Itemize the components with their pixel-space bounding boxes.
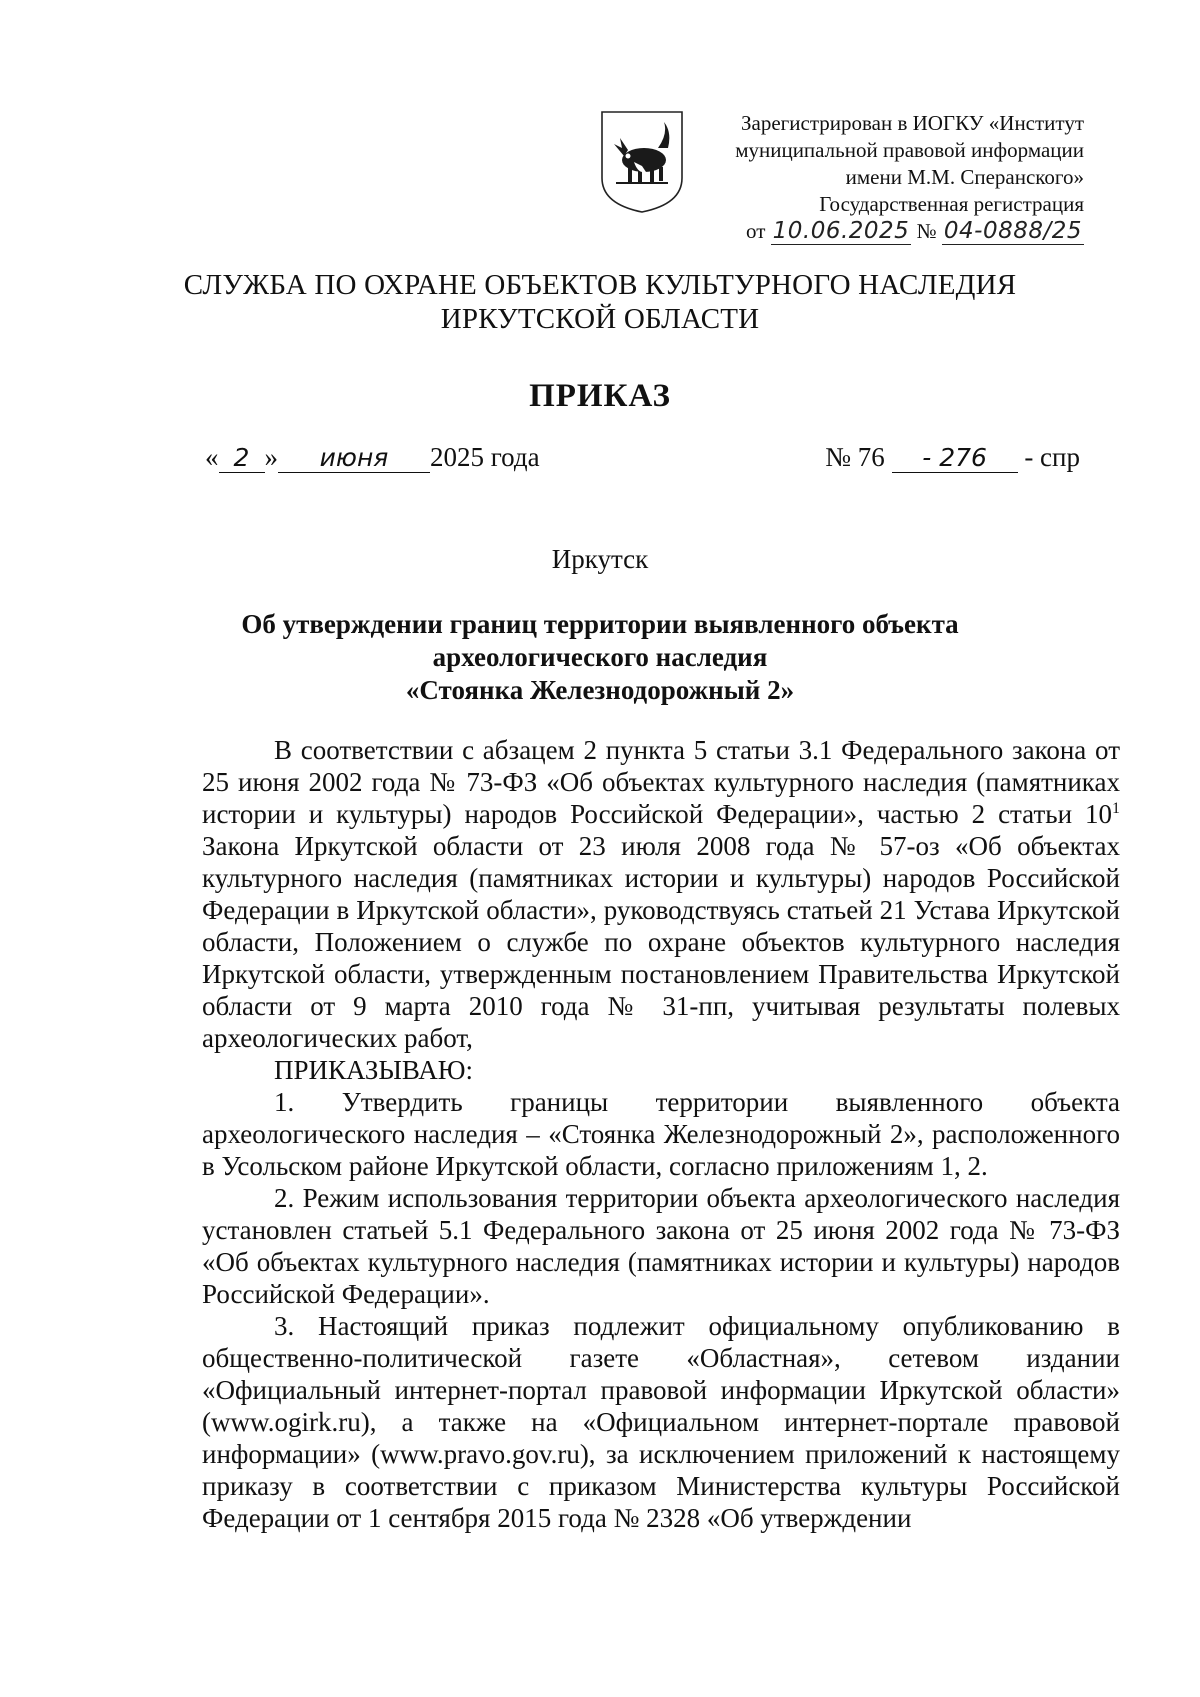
order-number <box>825 442 1080 473</box>
order-number-suffix: - спр <box>1024 442 1080 472</box>
order-date <box>205 442 540 473</box>
order-number-prefix: № 76 <box>825 442 885 472</box>
date-year: 2025 года <box>430 442 540 472</box>
registration-line-3: имени М.М. Сперанского» <box>845 165 1084 189</box>
registration-from-label: от <box>745 219 766 243</box>
organization-name-line-1: СЛУЖБА ПО ОХРАНЕ ОБЪЕКТОВ КУЛЬТУРНОГО НАСЛЕДИЯ <box>183 269 1017 301</box>
date-month: июня <box>278 444 430 473</box>
registration-date-row <box>664 218 1084 245</box>
order-item-1: 1. Утвердить границы территории выявленного объекта археологического наследия – «Стоянка Железнодорожный 2», расположенного в Усольском районе Иркутской области, согласно приложениям 1, 2. <box>202 1087 1120 1181</box>
preamble-part-a: В соответствии с абзацем 2 пункта 5 статьи 3.1 Федерального закона от 25 июня 2002 года № 73-ФЗ «Об объектах культурного наследия (памятниках истории и культуры) народов Российской Федерации», частью 2 статьи 10 <box>202 735 1120 829</box>
order-item-2: 2. Режим использования территории объекта археологического наследия установлен статьей 5.1 Федерального закона от 25 июня 2002 года № 73-ФЗ «Об объектах культурного наследия (памятниках истории и культуры) народов Российской Федерации». <box>202 1183 1120 1309</box>
order-number-digits: 276 <box>939 443 987 472</box>
date-close-quote: » <box>264 442 278 472</box>
document-title <box>0 608 1200 707</box>
order-number-value <box>892 444 1018 473</box>
city-name: Иркутск <box>551 544 649 574</box>
title-line-3: «Стоянка Железнодорожный 2» <box>405 675 795 705</box>
preamble-part-b: Закона Иркутской области от 23 июля 2008 года № 57-оз «Об объектах культурного наследия (памятниках истории и культуры) народов Российской Федерации в Иркутской области», руководствуясь статьей 21 Устава Иркутской области, Положением о службе по охране объектов культурного наследия Иркутской области, утвержденным постановлением Правительства Иркутской области от 9 марта 2010 года № 31-пп, учитывая результаты полевых археологических работ, <box>202 831 1120 1053</box>
registration-stamp <box>664 110 1084 245</box>
order-number-dash: - <box>922 443 932 472</box>
order-word: ПРИКАЗЫВАЮ: <box>274 1055 473 1085</box>
organization-name <box>0 268 1200 336</box>
date-open-quote: « <box>205 442 219 472</box>
registration-date: 10.06.2025 <box>772 218 910 244</box>
preamble-superscript: 1 <box>1112 800 1120 817</box>
registration-line-1: Зарегистрирован в ИОГКУ «Институт <box>740 111 1084 135</box>
registration-number: 04-0888/25 <box>943 218 1082 244</box>
title-line-1: Об утверждении границ территории выявленного объекта <box>241 609 959 639</box>
registration-line-2: муниципальной правовой информации <box>735 138 1084 162</box>
document-body <box>202 734 1120 1534</box>
registration-line-4: Государственная регистрация <box>819 192 1084 216</box>
preamble-paragraph <box>202 734 1120 1054</box>
document-type-heading: ПРИКАЗ <box>529 378 671 414</box>
organization-name-line-2: ИРКУТСКОЙ ОБЛАСТИ <box>440 303 760 335</box>
order-item-3: 3. Настоящий приказ подлежит официальному опубликованию в общественно-политической газете «Областная», сетевом издании «Официальный интернет-портал правовой информации Иркутской области» (www.ogirk.ru), а также на «Официальном интернет-портале правовой информации» (www.pravo.gov.ru), за исключением приложений к настоящему приказу в соответствии с приказом Министерства культуры Российской Федерации от 1 сентября 2015 года № 2328 «Об утверждении <box>202 1311 1120 1533</box>
registration-number-label: № <box>916 219 937 243</box>
title-line-2: археологического наследия <box>432 642 768 672</box>
date-day: 2 <box>219 444 265 473</box>
